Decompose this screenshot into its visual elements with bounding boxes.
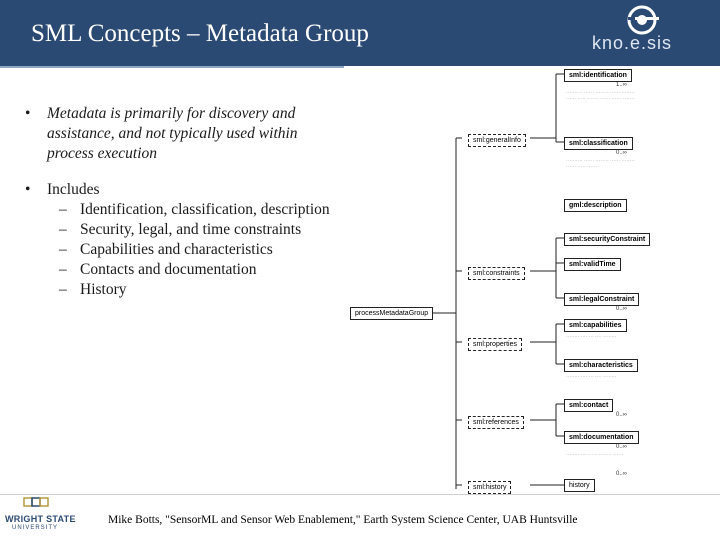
element-documentation: sml:documentation [564, 431, 639, 444]
multiplicity-label: 1..∞ [616, 82, 627, 88]
element-valid-time: sml:validTime [564, 258, 621, 271]
sub-item-text: Contacts and documentation [80, 261, 257, 278]
annotation-note: ········ ···· ··· ···· ········ [566, 374, 617, 380]
group-history: sml:history [468, 481, 511, 494]
slide-content [25, 104, 345, 300]
annotation-note: ········ ······ ··· ········ ······ [566, 452, 624, 458]
dash-mark: – [59, 201, 67, 218]
sub-item [25, 260, 345, 280]
dash-mark: – [59, 221, 67, 238]
element-history: history [564, 479, 595, 492]
element-security-constraint: sml:securityConstraint [564, 233, 650, 246]
multiplicity-label: 0..∞ [616, 471, 627, 477]
element-classification: sml:classification [564, 137, 633, 150]
dash-mark: – [59, 241, 67, 258]
group-references: sml:references [468, 416, 524, 429]
multiplicity-label: 0..∞ [616, 306, 627, 312]
element-contact: sml:contact [564, 399, 613, 412]
group-properties: sml:properties [468, 338, 522, 351]
university-subtitle: UNIVERSITY [12, 525, 59, 531]
annotation-note: ········ ···· ··· ···· ········ [566, 334, 617, 340]
annotation-note: ·········· ······ ········ ······ ········ ······ ····· ······· [566, 158, 635, 170]
element-description: gml:description [564, 199, 627, 212]
multiplicity-label: 0..∞ [616, 412, 627, 418]
slide-title: SML Concepts – Metadata Group [31, 20, 369, 47]
diagram-connectors [344, 66, 720, 494]
root-node-process-metadata: processMetadataGroup [350, 307, 433, 320]
multiplicity-label: 0..∞ [616, 150, 627, 156]
university-name: WRIGHT STATE [5, 514, 76, 524]
sub-item [25, 240, 345, 260]
element-characteristics: sml:characteristics [564, 359, 638, 372]
sub-item [25, 280, 345, 300]
bullet-text: Includes [47, 181, 100, 198]
bullet-text: Metadata is primarily for discovery and assistance, and not typically used within process execution [47, 105, 298, 162]
sub-item-text: Identification, classification, description [80, 201, 330, 218]
sub-item [25, 220, 345, 240]
schema-diagram [344, 66, 720, 494]
element-capabilities: sml:capabilities [564, 319, 627, 332]
bullet-mark: • [25, 181, 31, 198]
footer-divider [0, 494, 720, 495]
dash-mark: – [59, 281, 67, 298]
group-constraints: sml:constraints [468, 267, 525, 280]
element-legal-constraint: sml:legalConstraint [564, 293, 639, 306]
sub-item-text: History [80, 281, 127, 298]
bullet-includes [25, 180, 345, 200]
multiplicity-label: 0..∞ [616, 444, 627, 450]
bullet-metadata [25, 104, 345, 164]
sub-item [25, 200, 345, 220]
annotation-note: ·········· ······ ········ ······ ········ ······ ····· ······· ······ ······ ······· [566, 90, 635, 102]
dash-mark: – [59, 261, 67, 278]
bullet-mark: • [25, 105, 31, 122]
citation-text: Mike Botts, "SensorML and Sensor Web Enablement," Earth System Science Center, UAB Huntsville [108, 514, 578, 526]
sub-item-text: Capabilities and characteristics [80, 241, 273, 258]
element-identification: sml:identification [564, 69, 632, 82]
sub-item-text: Security, legal, and time constraints [80, 221, 302, 238]
group-general-info: sml:generalInfo [468, 134, 526, 147]
knoesis-logo-text: kno.e.sis [592, 33, 673, 53]
